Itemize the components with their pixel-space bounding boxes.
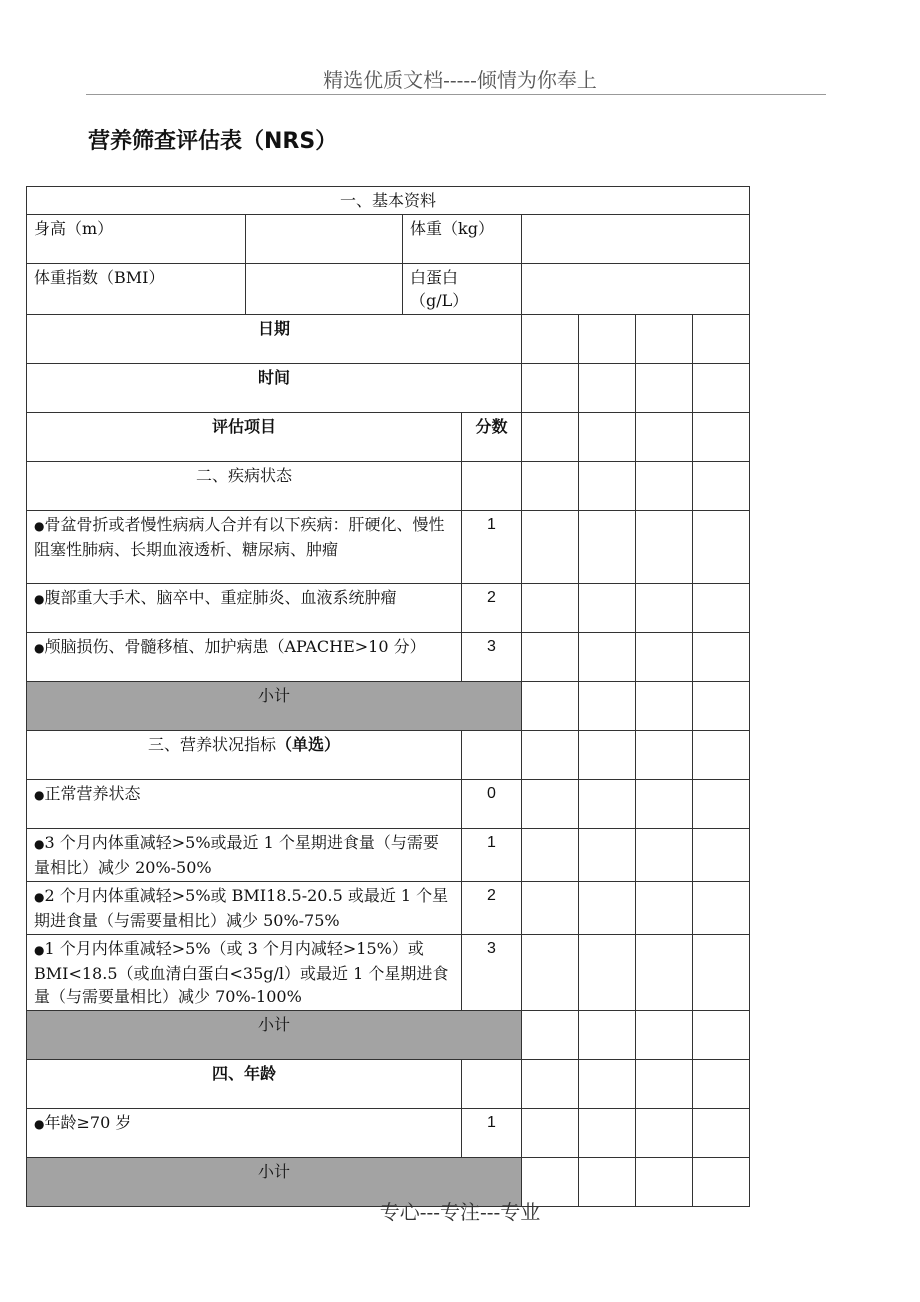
score-cell[interactable] bbox=[693, 1109, 750, 1158]
score-cell[interactable] bbox=[579, 882, 636, 935]
time-cell-1[interactable] bbox=[522, 364, 579, 413]
nutrition-item bbox=[27, 829, 462, 882]
score-cell[interactable] bbox=[636, 633, 693, 682]
score-cell[interactable] bbox=[522, 511, 579, 584]
nutrition-item bbox=[27, 780, 462, 829]
score-cell[interactable] bbox=[579, 584, 636, 633]
subtotal-cell[interactable] bbox=[636, 682, 693, 731]
item-text: 3 个月内体重减轻>5%或最近 1 个星期进食量（与需要量相比）减少 20%-50% bbox=[34, 833, 439, 877]
bullet-icon: ● bbox=[34, 943, 45, 957]
score-cell[interactable] bbox=[579, 413, 636, 462]
date-cell-1[interactable] bbox=[522, 315, 579, 364]
score-cell[interactable] bbox=[579, 633, 636, 682]
score-cell[interactable] bbox=[693, 882, 750, 935]
score-value: 1 bbox=[462, 1109, 522, 1158]
score-cell[interactable] bbox=[522, 1060, 579, 1109]
bmi-label: 体重指数（BMI） bbox=[27, 264, 246, 315]
disease-item bbox=[27, 633, 462, 682]
score-cell[interactable] bbox=[693, 633, 750, 682]
score-cell[interactable] bbox=[636, 1060, 693, 1109]
score-cell[interactable] bbox=[522, 584, 579, 633]
score-value: 1 bbox=[462, 511, 522, 584]
column-header-item: 评估项目 bbox=[27, 413, 462, 462]
score-cell[interactable] bbox=[522, 462, 579, 511]
score-value bbox=[462, 462, 522, 511]
section-age: 四、年龄 bbox=[27, 1060, 462, 1109]
bmi-value-cell[interactable] bbox=[246, 264, 403, 315]
header-divider bbox=[86, 94, 826, 95]
bullet-icon: ● bbox=[34, 837, 45, 851]
score-cell[interactable] bbox=[579, 511, 636, 584]
score-value bbox=[462, 1060, 522, 1109]
subtotal-cell[interactable] bbox=[522, 682, 579, 731]
subtotal-cell[interactable] bbox=[579, 1011, 636, 1060]
score-cell[interactable] bbox=[636, 584, 693, 633]
score-cell[interactable] bbox=[522, 882, 579, 935]
time-cell-4[interactable] bbox=[693, 364, 750, 413]
item-text: 年龄≥70 岁 bbox=[44, 1113, 132, 1132]
item-text: 颅脑损伤、骨髓移植、加护病患（APACHE>10 分） bbox=[44, 637, 426, 656]
item-text: 骨盆骨折或者慢性病病人合并有以下疾病：肝硬化、慢性阻塞性肺病、长期血液透析、糖尿病、肿瘤 bbox=[34, 515, 445, 559]
score-cell[interactable] bbox=[693, 511, 750, 584]
weight-label: 体重（kg） bbox=[403, 215, 522, 264]
item-text: 1 个月内体重减轻>5%（或 3 个月内减轻>15%）或 BMI<18.5（或血清白蛋白<35g/l）或最近 1 个星期进食量（与需要量相比）减少 70%-100% bbox=[34, 939, 449, 1006]
score-cell[interactable] bbox=[636, 829, 693, 882]
score-cell[interactable] bbox=[693, 780, 750, 829]
bullet-icon: ● bbox=[34, 641, 45, 655]
section-disease-status: 二、疾病状态 bbox=[27, 462, 462, 511]
score-cell[interactable] bbox=[693, 731, 750, 780]
score-cell[interactable] bbox=[693, 935, 750, 1011]
score-value: 2 bbox=[462, 882, 522, 935]
score-cell[interactable] bbox=[522, 829, 579, 882]
subtotal-nutrition: 小计 bbox=[27, 1011, 522, 1060]
score-cell[interactable] bbox=[579, 935, 636, 1011]
bullet-icon: ● bbox=[34, 890, 45, 904]
score-cell[interactable] bbox=[636, 935, 693, 1011]
bullet-icon: ● bbox=[34, 519, 45, 533]
nutrition-item bbox=[27, 882, 462, 935]
column-header-score: 分数 bbox=[462, 413, 522, 462]
item-text: 正常营养状态 bbox=[44, 784, 141, 803]
age-item bbox=[27, 1109, 462, 1158]
height-value-cell[interactable] bbox=[246, 215, 403, 264]
bullet-icon: ● bbox=[34, 1117, 45, 1131]
score-cell[interactable] bbox=[636, 780, 693, 829]
score-cell[interactable] bbox=[636, 413, 693, 462]
page-title: 营养筛查评估表（NRS） bbox=[88, 129, 338, 154]
subtotal-disease: 小计 bbox=[27, 682, 522, 731]
score-cell[interactable] bbox=[579, 462, 636, 511]
score-cell[interactable] bbox=[693, 413, 750, 462]
albumin-value-cell[interactable] bbox=[522, 264, 750, 315]
subtotal-cell[interactable] bbox=[522, 1011, 579, 1060]
score-cell[interactable] bbox=[522, 633, 579, 682]
score-cell[interactable] bbox=[579, 780, 636, 829]
score-cell[interactable] bbox=[636, 882, 693, 935]
score-value: 1 bbox=[462, 829, 522, 882]
section-title: 三、营养状况指标 bbox=[147, 735, 276, 754]
score-cell[interactable] bbox=[522, 935, 579, 1011]
score-cell[interactable] bbox=[579, 1060, 636, 1109]
date-cell-4[interactable] bbox=[693, 315, 750, 364]
date-cell-2[interactable] bbox=[579, 315, 636, 364]
score-cell[interactable] bbox=[636, 731, 693, 780]
single-choice-note: （单选） bbox=[276, 735, 341, 754]
page-header: 精选优质文档-----倾情为你奉上 bbox=[323, 68, 597, 92]
score-cell[interactable] bbox=[522, 413, 579, 462]
score-cell[interactable] bbox=[636, 511, 693, 584]
height-label: 身高（m） bbox=[27, 215, 246, 264]
score-cell[interactable] bbox=[636, 1109, 693, 1158]
item-text: 2 个月内体重减轻>5%或 BMI18.5-20.5 或最近 1 个星期进食量（与需要量相比）减少 50%-75% bbox=[34, 886, 449, 930]
score-cell[interactable] bbox=[579, 1109, 636, 1158]
score-cell[interactable] bbox=[522, 780, 579, 829]
time-label: 时间 bbox=[27, 364, 522, 413]
section-nutrition-status bbox=[27, 731, 462, 780]
section-basic-info: 一、基本资料 bbox=[27, 187, 750, 215]
subtotal-age: 小计 bbox=[27, 1158, 522, 1207]
score-value: 0 bbox=[462, 780, 522, 829]
bullet-icon: ● bbox=[34, 592, 45, 606]
score-value: 2 bbox=[462, 584, 522, 633]
score-cell[interactable] bbox=[636, 462, 693, 511]
weight-value-cell[interactable] bbox=[522, 215, 750, 264]
subtotal-cell[interactable] bbox=[579, 682, 636, 731]
score-cell[interactable] bbox=[693, 829, 750, 882]
time-cell-2[interactable] bbox=[579, 364, 636, 413]
bullet-icon: ● bbox=[34, 788, 45, 802]
item-text: 腹部重大手术、脑卒中、重症肺炎、血液系统肿瘤 bbox=[44, 588, 397, 607]
subtotal-cell[interactable] bbox=[693, 682, 750, 731]
score-cell[interactable] bbox=[522, 731, 579, 780]
score-cell[interactable] bbox=[693, 584, 750, 633]
disease-item bbox=[27, 584, 462, 633]
subtotal-cell[interactable] bbox=[636, 1011, 693, 1060]
score-cell[interactable] bbox=[522, 1109, 579, 1158]
score-cell[interactable] bbox=[579, 731, 636, 780]
score-cell[interactable] bbox=[693, 1060, 750, 1109]
date-label: 日期 bbox=[27, 315, 522, 364]
score-value: 3 bbox=[462, 633, 522, 682]
score-cell[interactable] bbox=[693, 462, 750, 511]
page-footer: 专心---专注---专业 bbox=[379, 1200, 541, 1224]
disease-item bbox=[27, 511, 462, 584]
subtotal-cell[interactable] bbox=[693, 1011, 750, 1060]
time-cell-3[interactable] bbox=[636, 364, 693, 413]
date-cell-3[interactable] bbox=[636, 315, 693, 364]
score-value: 3 bbox=[462, 935, 522, 1011]
albumin-label: 白蛋白（g/L） bbox=[403, 264, 522, 315]
nutrition-item bbox=[27, 935, 462, 1011]
nrs-form-table bbox=[26, 186, 750, 1207]
score-cell[interactable] bbox=[579, 829, 636, 882]
score-value bbox=[462, 731, 522, 780]
